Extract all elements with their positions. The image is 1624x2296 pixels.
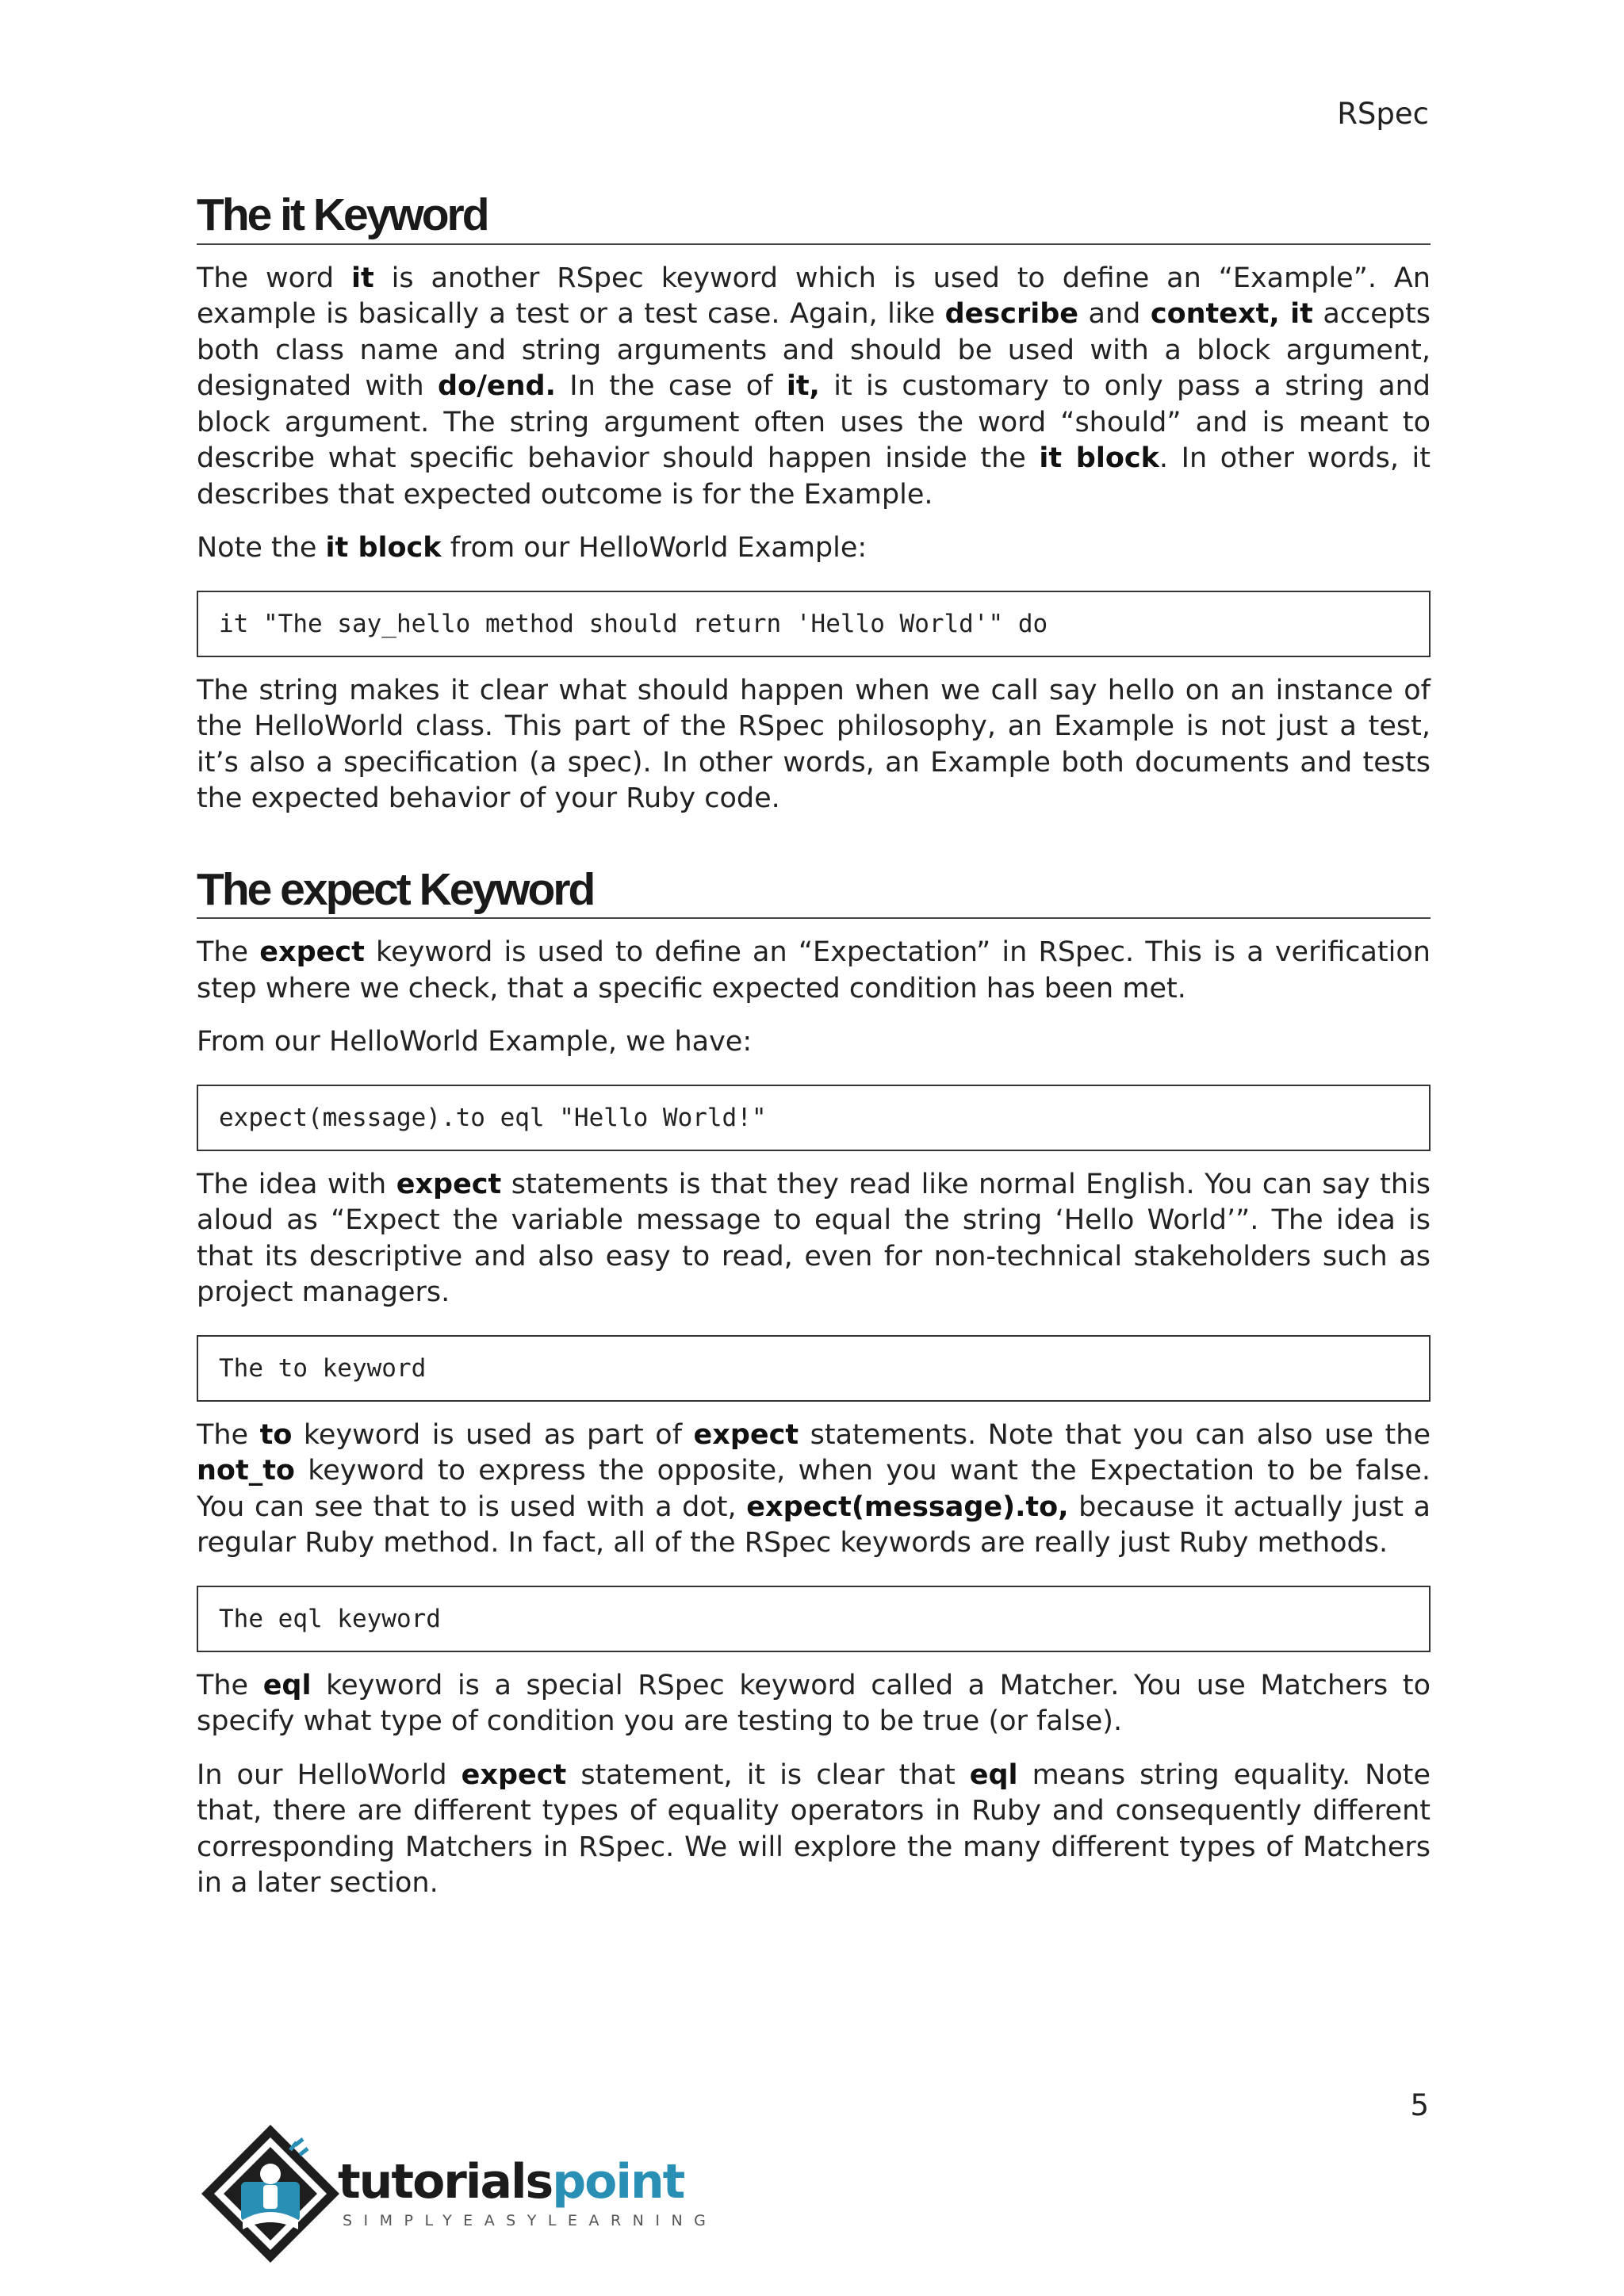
code-block-it: it "The say_hello method should return 'Hello World'" do [197,591,1431,657]
paragraph-expect-from-example: From our HelloWorld Example, we have: [197,1026,753,1058]
page-content [197,190,1431,1902]
paragraph-it-definition: The word it is another RSpec keyword which is used to define an “Example”. An example is basically a test or a test case. Again, like describe and context, it accepts both class name and string arguments and should be used with a block argument, designated with do/end. In the case of it, it is customary to only pass a string and block argument. The string argument often uses the word “should” and is meant to describe what specific behavior should happen inside the it block. In other words, it describes that expected outcome is for the Example. [197,262,1431,511]
section-title-expect: The expect Keyword [197,865,1431,920]
logo-tagline: SIMPLYEASYLEARNING [343,2212,718,2229]
paragraph-eql-matcher: The eql keyword is a special RSpec keyword called a Matcher. You use Matchers to specify what type of condition you are testing to be true (or false). [197,1669,1431,1738]
logo-wordmark: tutorialspoint [338,2154,684,2210]
page-header: RSpec [1337,97,1429,131]
paragraph-it-note: Note the it block from our HelloWorld Example: [197,532,868,564]
paragraph-to-keyword: The to keyword is used as part of expect statements. Note that you can also use the not_to keyword to express the opposite, when you want the Expectation to be false. You can see that to is used with a dot, expect(message).to, because it actually just a regular Ruby method. In fact, all of the RSpec keywords are really just Ruby methods. [197,1418,1431,1559]
paragraph-expect-definition: The expect keyword is used to define an “Expectation” in RSpec. This is a verification step where we check, that a specific expected condition has been met. [197,936,1431,1004]
paragraph-eql-equality: In our HelloWorld expect statement, it is clear that eql means string equality. Note that, there are different types of equality operators in Ruby and consequently different corresponding Matchers in RSpec. We will explore the many different types of Matchers in a later section. [197,1758,1431,1900]
page-number: 5 [1410,2088,1429,2122]
paragraph-it-explanation: The string makes it clear what should happen when we call say hello on an instance of the HelloWorld class. This part of the RSpec philosophy, an Example is not just a test, it’s also a specification (a spec). In other words, an Example both documents and tests the expected behavior of your Ruby code. [197,674,1431,815]
code-block-expect: expect(message).to eql "Hello World!" [197,1085,1431,1151]
section-title-it: The it Keyword [197,190,1431,245]
code-block-eql-keyword: The eql keyword [197,1586,1431,1652]
code-block-to-keyword: The to keyword [197,1335,1431,1402]
paragraph-expect-idea: The idea with expect statements is that they read like normal English. You can say this aloud as “Expect the variable message to equal the string ‘Hello World’”. The idea is that its descriptive and also easy to read, even for non-technical stakeholders such as project managers. [197,1168,1431,1309]
logo-emblem-icon [195,2118,346,2269]
tutorialspoint-logo [195,2118,718,2269]
